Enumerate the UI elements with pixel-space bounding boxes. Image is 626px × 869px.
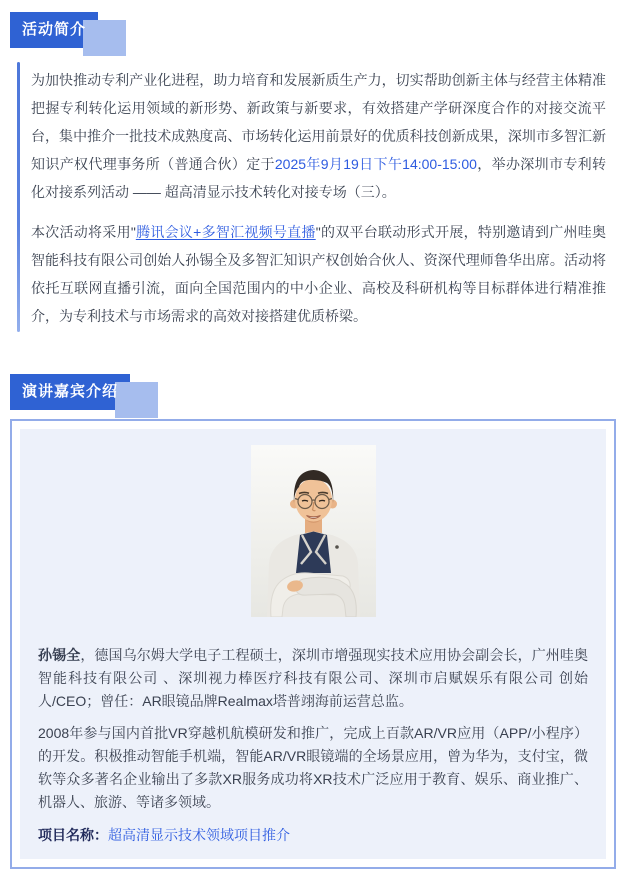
speaker-portrait-image <box>251 445 376 617</box>
intro-paragraph-1 <box>31 66 606 206</box>
intro-section-badge <box>10 12 98 48</box>
intro-paragraph-2-text: 本次活动将采用" <box>31 224 136 240</box>
speaker-intro-section <box>10 374 616 869</box>
speaker-name: 孙锡全 <box>38 647 81 663</box>
speaker-bio-paragraph-1 <box>38 644 588 713</box>
speaker-photo-container <box>38 445 588 622</box>
speaker-photo <box>251 445 376 617</box>
speaker-section-badge <box>10 374 130 410</box>
speaker-section-title: 演讲嘉宾介绍 <box>22 383 119 400</box>
intro-paragraph-1-tail: ，举办深圳市专利转化对接系列活动 —— 超高清显示技术转化对接专场（三）。 <box>31 156 607 200</box>
speaker-card <box>10 419 616 869</box>
intro-paragraph-2-tail: "的双平台联动形式开展，特别邀请到广州哇奥智能科技有限公司创始人孙锡全及多智汇知识产权创始合伙人、资深代理师鲁华出席。活动将依托互联网直播引流，面向全国范围内的中小企业、高校及科研机构等目标群体进行精准推介，为专利技术与市场需求的高效对接搭建优质桥梁。 <box>31 224 606 324</box>
intro-paragraph-1-text: 为加快推动专利产业化进程，助力培育和发展新质生产力，切实帮助创新主体与经营主体精准把握专利转化运用领域的新形势、新政策与新要求，有效搭建产学研深度合作的对接交流平台，集中推介一批技术成熟度高、市场转化运用前景好的优质科技创新成果，深圳市多智汇新知识产权代理事务所（普通合伙）定于 <box>31 72 606 172</box>
speaker-card-panel <box>20 429 606 859</box>
speaker-bio-paragraph-2: 2008年参与国内首批VR穿越机航模研发和推广，完成上百款AR/VR应用（APP/小程序）的开发。积极推动智能手机端，智能AR/VR眼镜端的全场景应用，曾为华为，支付宝，微软等众多著名企业输出了多款XR服务成功将XR技术广泛应用于教育、娱乐、商业推广、机器人、旅游、等诸多领域。 <box>38 725 588 810</box>
intro-paragraph-2 <box>31 218 606 330</box>
intro-text-block <box>17 62 616 332</box>
intro-section-title: 活动简介 <box>22 21 87 38</box>
event-datetime-highlight: 2025年9月19日下午14:00-15:00 <box>274 156 477 172</box>
project-name-value: 超高清显示技术领域项目推介 <box>108 827 290 843</box>
speaker-bio-1-text: ，德国乌尔姆大学电子工程硕士，深圳市增强现实技术应用协会副会长，广州哇奥智能科技有限公司 、深圳视力棒医疗科技有限公司、深圳市启赋娱乐有限公司 创始人/CEO；曾任：AR眼镜品牌Realmax塔普翊海前运营总监。 <box>38 647 589 709</box>
project-name-label: 项目名称： <box>38 827 108 843</box>
project-name-line <box>38 824 588 847</box>
event-intro-section <box>10 0 616 332</box>
live-platform-link[interactable]: 腾讯会议+多智汇视频号直播 <box>135 224 316 240</box>
